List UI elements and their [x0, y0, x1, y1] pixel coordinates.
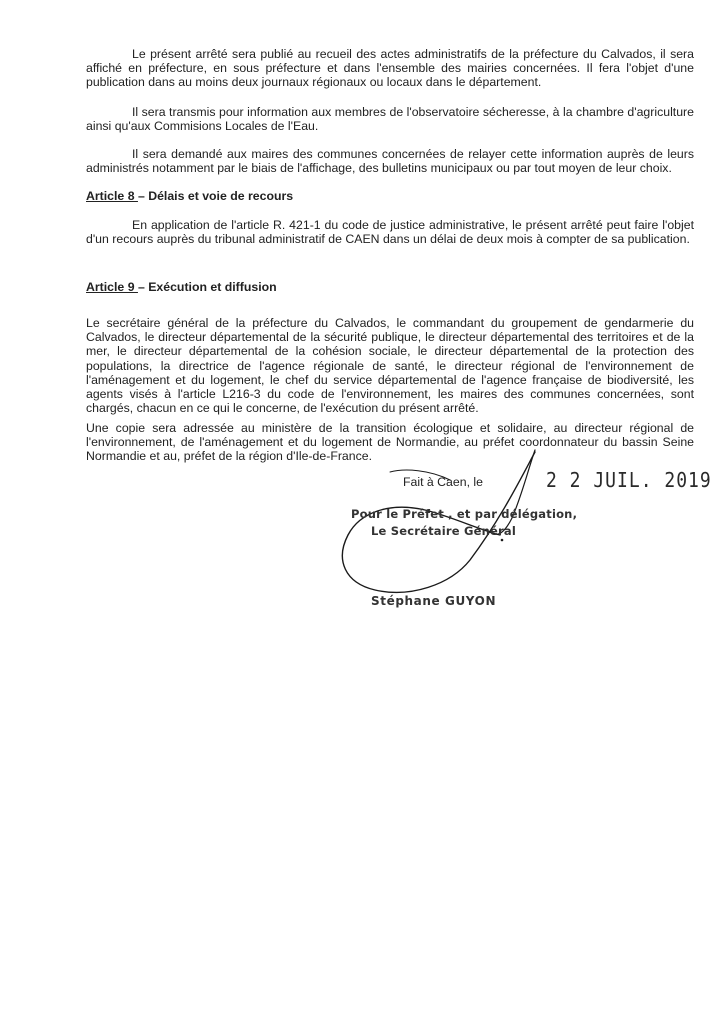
article-9-label: Article 9	[86, 280, 138, 294]
article-8-title: – Délais et voie de recours	[137, 189, 294, 203]
signature-dot	[501, 539, 504, 542]
signature-stroke-tail	[390, 470, 450, 480]
article-9-copy-text: Une copie sera adressée au ministère de la transition écologique et solidaire, au directeur régional de l'environnement, de l'aménagement et du logement de Normandie, au préfet coordonnateur du bassin Seine Normandie et au, préfet de la région d'Ile-de-France.	[86, 421, 694, 464]
stamp-role: Le Secrétaire Général	[371, 524, 516, 538]
stamp-delegation: Pour le Préfet , et par délégation,	[351, 507, 578, 521]
paragraph-publication: Le présent arrêté sera publié au recueil des actes administratifs de la préfecture du Calvados, il sera affiché en préfecture, en sous préfecture et dans l'ensemble des mairies concernées. Il fera l'objet d'une publication dans au moins deux journaux régionaux ou locaux dans le département.	[86, 47, 694, 90]
paragraph-transmission: Il sera transmis pour information aux membres de l'observatoire sécheresse, à la chambre d'agriculture ainsi qu'aux Commisions Locales de l'Eau.	[86, 105, 694, 134]
article-8-label: Article 8	[86, 189, 138, 203]
article-9-execution-text: Le secrétaire général de la préfecture du Calvados, le commandant du groupement de gendarmerie du Calvados, le directeur départemental de la sécurité publique, le directeur départemental des territoires et de la mer, le directeur départemental de la cohésion sociale, le directeur départemental de la protection des populations, la directrice de l'agence régionale de santé, le directeur régional de l'environnement de l'aménagement et du logement, le chef du service départemental de l'agence française de biodiversité, les agents visés à l'article L216-3 du code de l'environnement, les maires des communes concernées, sont chargés, chacun en ce qui le concerne, de l'exécution du présent arrêté.	[86, 316, 694, 416]
stamp-signatory-name: Stéphane GUYON	[371, 594, 497, 608]
article-9-heading	[86, 280, 277, 294]
date-stamp: 2 2 JUIL. 2019	[546, 468, 712, 493]
article-8-text: En application de l'article R. 421-1 du code de justice administrative, le présent arrêté peut faire l'objet d'un recours auprès du tribunal administratif de CAEN dans un délai de deux mois à compter de sa publication.	[86, 218, 694, 247]
paragraph-maires: Il sera demandé aux maires des communes concernées de relayer cette information auprès de leurs administrés notamment par le biais de l'affichage, des bulletins municipaux ou par tout moyen de leur choix.	[86, 147, 694, 176]
article-9-title: – Exécution et diffusion	[137, 280, 277, 294]
signature-stroke-main	[342, 452, 535, 592]
fait-a-caen: Fait à Caen, le	[403, 475, 483, 489]
article-8-heading	[86, 189, 293, 203]
